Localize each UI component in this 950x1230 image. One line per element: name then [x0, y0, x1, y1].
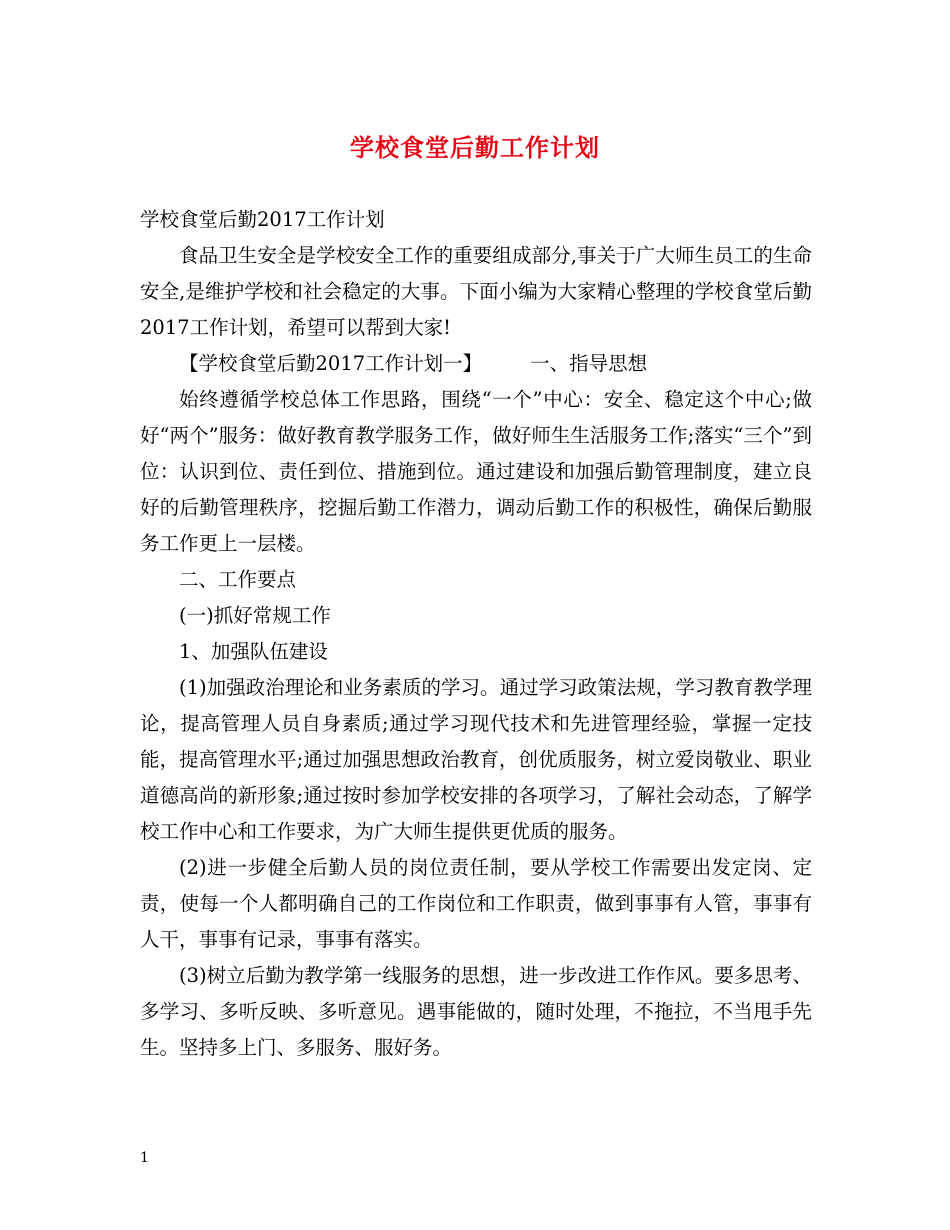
item-heading: 1、加强队伍建设 — [179, 640, 328, 663]
point-3-paragraph: (3)树立后勤为教学第一线服务的思想，进一步改进工作作风。要多思考、多学习、多听反映、多听意见。遇事能做的，随时处理，不拖拉，不当甩手先生。坚持多上门、多服务、服好务。 — [140, 964, 812, 1059]
document-body — [140, 202, 812, 1066]
point-1-paragraph: (1)加强政治理论和业务素质的学习。通过学习政策法规，学习教育教学理论，提高管理人员自身素质;通过学习现代技术和先进管理经验，掌握一定技能，提高管理水平;通过加强思想政治教育，创优质服务，树立爱岗敬业、职业道德高尚的新形象;通过按时参加学校安排的各项学习，了解社会动态，了解学校工作中心和工作要求，为广大师生提供更优质的服务。 — [140, 676, 812, 843]
section-one-heading: 一、指导思想 — [530, 352, 648, 375]
plan-one-heading: 【学校食堂后勤2017工作计划一】 — [179, 352, 483, 375]
point-2-paragraph: (2)进一步健全后勤人员的岗位责任制，要从学校工作需要出发定岗、定责，使每一个人都明确自己的工作岗位和工作职责，做到事事有人管，事事有人干，事事有记录，事事有落实。 — [140, 856, 812, 951]
document-subtitle: 学校食堂后勤2017工作计划 — [140, 208, 385, 231]
page-number: 1 — [140, 1150, 149, 1166]
subsection-heading: (一)抓好常规工作 — [179, 604, 331, 627]
document-title: 学校食堂后勤工作计划 — [350, 133, 600, 162]
section-two-heading: 二、工作要点 — [179, 568, 297, 591]
intro-paragraph: 食品卫生安全是学校安全工作的重要组成部分,事关于广大师生员工的生命安全,是维护学校和社会稳定的大事。下面小编为大家精心整理的学校食堂后勤2017工作计划，希望可以帮到大家! — [140, 244, 812, 339]
plan-heading-line — [140, 346, 812, 382]
section-one-paragraph: 始终遵循学校总体工作思路，围绕“一个”中心：安全、稳定这个中心;做好“两个”服务：做好教育教学服务工作，做好师生生活服务工作;落实“三个”到位：认识到位、责任到位、措施到位。通过建设和加强后勤管理制度，建立良好的后勤管理秩序，挖掘后勤工作潜力，调动后勤工作的积极性，确保后勤服务工作更上一层楼。 — [140, 388, 812, 555]
